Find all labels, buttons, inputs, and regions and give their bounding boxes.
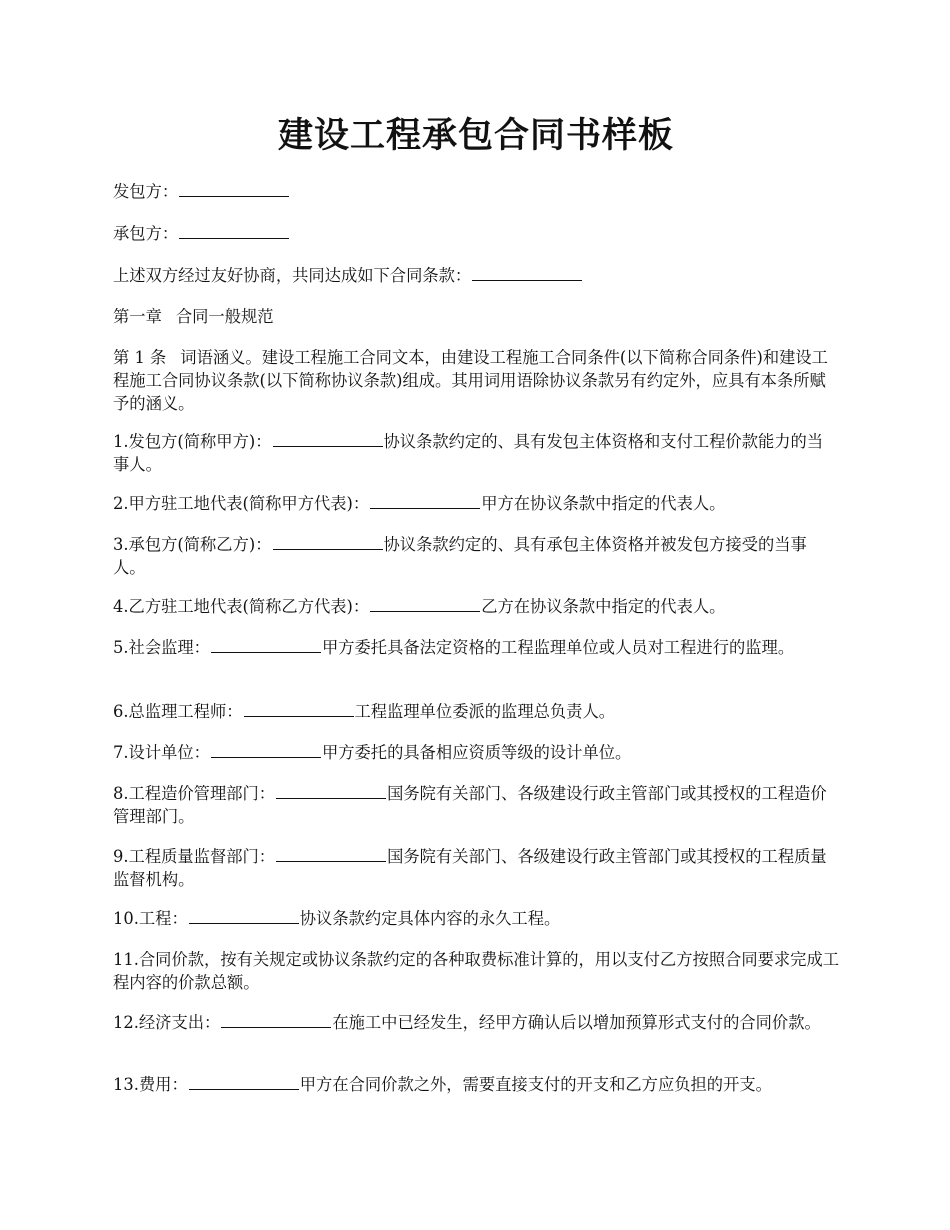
definition-term: 4.乙方驻工地代表(简称乙方代表)： [113, 597, 370, 616]
definition-term: 3.承包方(简称乙方)： [113, 535, 272, 554]
definition-blank[interactable] [211, 742, 321, 758]
definition-text: 甲方在合同价款之外，需要直接支付的开支和乙方应负担的开支。 [299, 1075, 772, 1094]
definition-blank[interactable] [189, 908, 299, 924]
definition-term: 6.总监理工程师： [113, 702, 243, 721]
intro-text: 上述双方经过友好协商，共同达成如下合同条款： [113, 266, 472, 285]
chapter-heading [113, 305, 839, 328]
definition-item [113, 907, 839, 930]
employer-line [113, 180, 839, 203]
definition-item [113, 1073, 839, 1096]
intro-blank[interactable] [472, 265, 582, 281]
definition-text: 甲方在协议条款中指定的代表人。 [481, 494, 726, 513]
definition-term: 9.工程质量监督部门： [113, 847, 276, 866]
article-1-text: 词语涵义。建设工程施工合同文本，由建设工程施工合同条件(以下简称合同条件)和建设工程施工合同协议条款(以下简称协议条款)组成。其用词用语除协议条款另有约定外，应具有本条所赋予的涵义。 [113, 348, 828, 413]
definition-blank[interactable] [211, 637, 321, 653]
definition-term: 5.社会监理： [113, 638, 210, 657]
definition-text: 乙方在协议条款中指定的代表人。 [481, 597, 726, 616]
definition-item [113, 845, 839, 891]
definition-term: 10.工程： [113, 909, 188, 928]
contractor-blank[interactable] [179, 223, 289, 239]
definition-text: 协议条款约定具体内容的永久工程。 [299, 909, 561, 928]
definition-term: 7.设计单位： [113, 743, 210, 762]
definition-item [113, 700, 839, 723]
definition-term: 11.合同价款， [113, 950, 221, 969]
definition-term: 12.经济支出： [113, 1013, 221, 1032]
definition-item [113, 1011, 839, 1034]
definition-item [113, 595, 839, 618]
definition-term: 13.费用： [113, 1075, 188, 1094]
definition-term: 8.工程造价管理部门： [113, 784, 276, 803]
definition-item [113, 948, 839, 994]
definition-item [113, 492, 839, 515]
definition-text: 协议条款约定的、具有发包主体资格和支付工程价款能力的当事人。 [113, 432, 824, 474]
employer-label: 发包方： [113, 182, 179, 201]
definition-term: 2.甲方驻工地代表(简称甲方代表)： [113, 494, 370, 513]
intro-line [113, 264, 839, 287]
definition-blank[interactable] [276, 846, 386, 862]
definition-blank[interactable] [244, 701, 354, 717]
definition-item [113, 782, 839, 828]
contractor-label: 承包方： [113, 224, 179, 243]
definition-blank[interactable] [370, 596, 480, 612]
definition-text: 国务院有关部门、各级建设行政主管部门或其授权的工程质量监督机构。 [113, 847, 827, 889]
definition-text: 协议条款约定的、具有承包主体资格并被发包方接受的当事人。 [113, 535, 807, 577]
chapter-number: 第一章 [113, 307, 162, 326]
definition-blank[interactable] [273, 534, 383, 550]
chapter-name: 合同一般规范 [175, 307, 274, 326]
definition-blank[interactable] [370, 493, 480, 509]
definition-text: 甲方委托的具备相应资质等级的设计单位。 [321, 743, 632, 762]
definition-item [113, 636, 839, 659]
definition-text: 甲方委托具备法定资格的工程监理单位或人员对工程进行的监理。 [321, 638, 795, 657]
definition-item [113, 533, 839, 579]
definition-blank[interactable] [189, 1074, 299, 1090]
employer-blank[interactable] [179, 181, 289, 197]
definition-blank[interactable] [273, 431, 383, 447]
definition-term: 1.发包方(简称甲方)： [113, 432, 272, 451]
contractor-line [113, 222, 839, 245]
definition-item [113, 741, 839, 764]
definition-blank[interactable] [221, 1012, 331, 1028]
definition-text: 国务院有关部门、各级建设行政主管部门或其授权的工程造价管理部门。 [113, 784, 827, 826]
article-1-number: 第 1 条 [113, 348, 167, 367]
definition-text: 按有关规定或协议条款约定的各种取费标准计算的，用以支付乙方按照合同要求完成工程内容的价款总额。 [113, 950, 840, 992]
document-title: 建设工程承包合同书样板 [277, 115, 674, 156]
definition-item [113, 430, 839, 476]
definition-text: 在施工中已经发生，经甲方确认后以增加预算形式支付的合同价款。 [332, 1013, 821, 1032]
definition-blank[interactable] [276, 783, 386, 799]
article-1 [113, 346, 839, 415]
definition-text: 工程监理单位委派的监理总负责人。 [354, 702, 616, 721]
